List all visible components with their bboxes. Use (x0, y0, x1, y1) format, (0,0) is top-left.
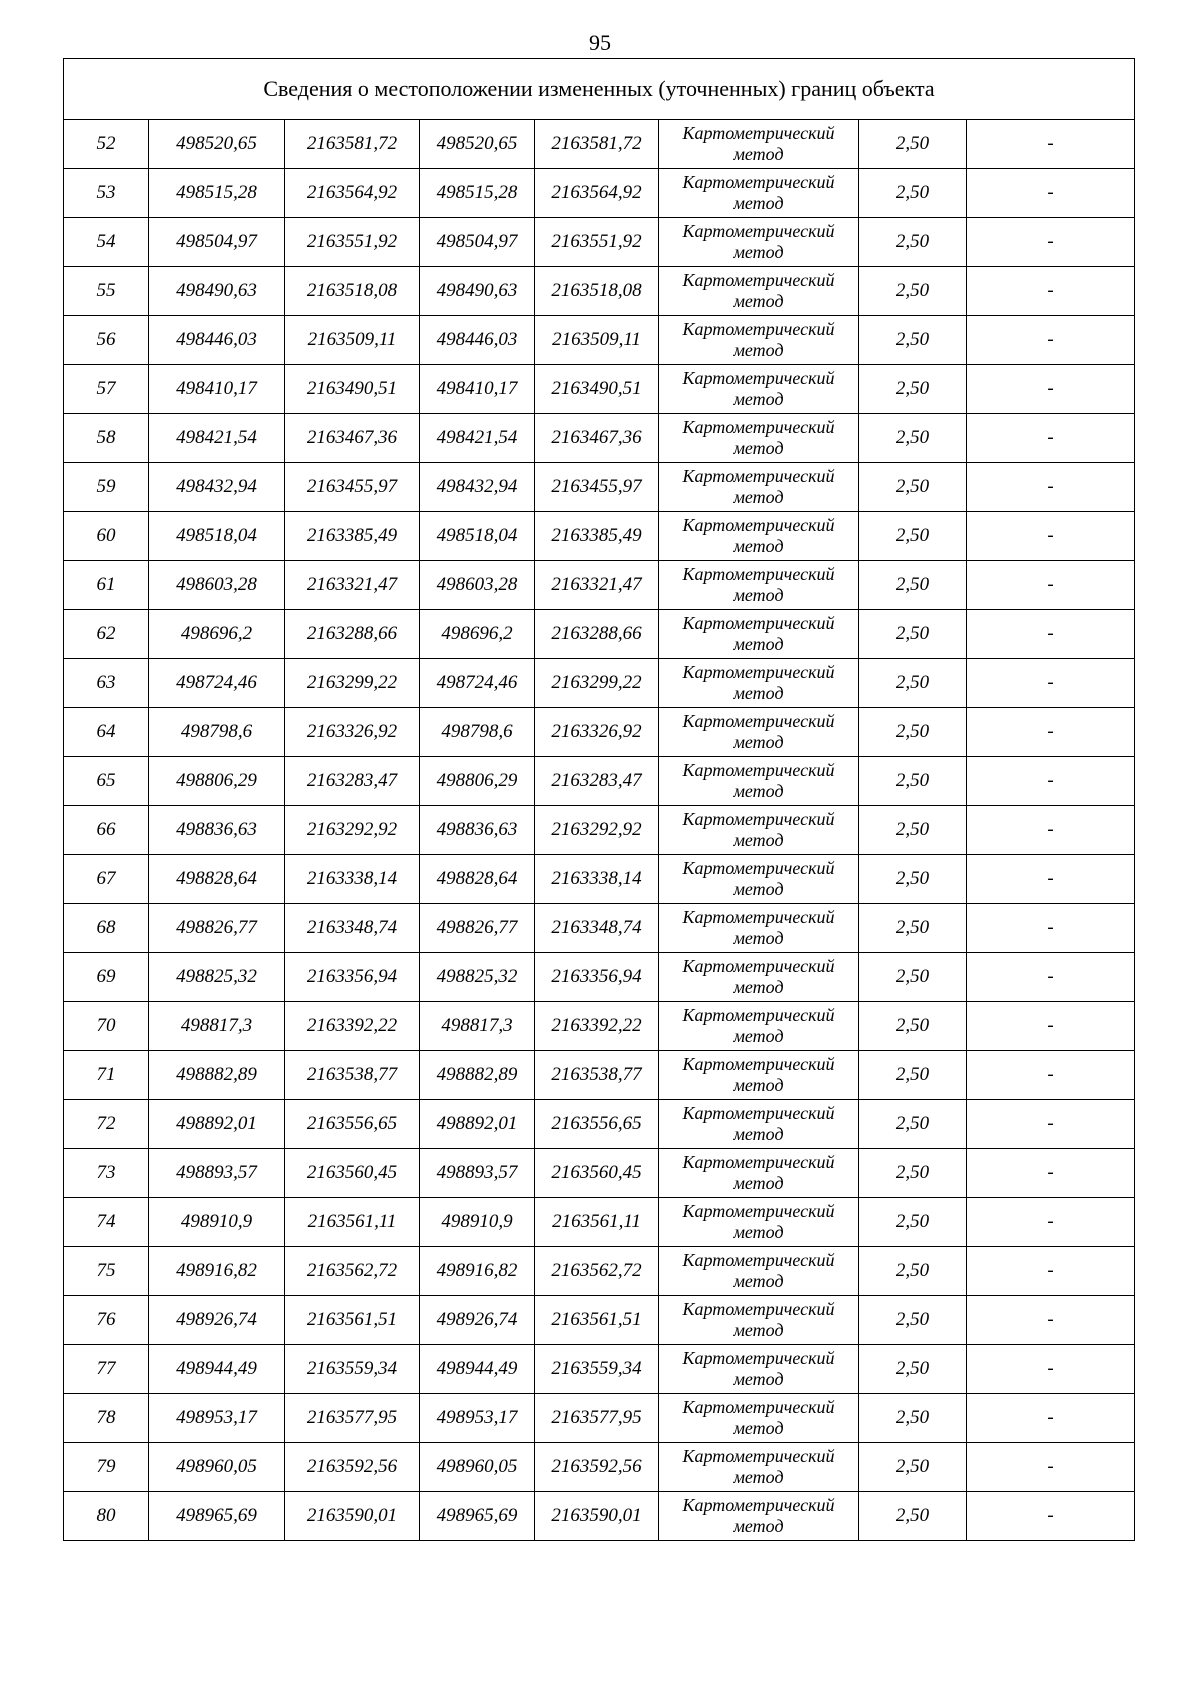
y-refined-cell: 2163551,92 (535, 218, 659, 267)
accuracy-cell: 2,50 (859, 316, 967, 365)
method-cell: Картометрический метод (659, 1492, 859, 1541)
point-number-cell: 70 (64, 1002, 149, 1051)
point-number-cell: 65 (64, 757, 149, 806)
x-refined-cell: 498892,01 (420, 1100, 535, 1149)
table-row (64, 218, 1135, 267)
y-existing-cell: 2163538,77 (285, 1051, 420, 1100)
x-refined-cell: 498518,04 (420, 512, 535, 561)
method-cell: Картометрический метод (659, 1394, 859, 1443)
point-number-cell: 74 (64, 1198, 149, 1247)
y-refined-cell: 2163299,22 (535, 659, 659, 708)
y-existing-cell: 2163561,11 (285, 1198, 420, 1247)
table-row (64, 120, 1135, 169)
method-cell: Картометрический метод (659, 708, 859, 757)
x-refined-cell: 498410,17 (420, 365, 535, 414)
method-cell: Картометрический метод (659, 904, 859, 953)
y-existing-cell: 2163551,92 (285, 218, 420, 267)
accuracy-cell: 2,50 (859, 610, 967, 659)
x-refined-cell: 498724,46 (420, 659, 535, 708)
note-cell: - (967, 659, 1135, 708)
x-refined-cell: 498965,69 (420, 1492, 535, 1541)
note-cell: - (967, 120, 1135, 169)
point-number-cell: 73 (64, 1149, 149, 1198)
method-cell: Картометрический метод (659, 659, 859, 708)
table-row (64, 169, 1135, 218)
point-number-cell: 53 (64, 169, 149, 218)
y-existing-cell: 2163581,72 (285, 120, 420, 169)
point-number-cell: 54 (64, 218, 149, 267)
method-cell: Картометрический метод (659, 561, 859, 610)
y-refined-cell: 2163326,92 (535, 708, 659, 757)
point-number-cell: 75 (64, 1247, 149, 1296)
y-existing-cell: 2163590,01 (285, 1492, 420, 1541)
point-number-cell: 64 (64, 708, 149, 757)
y-refined-cell: 2163561,11 (535, 1198, 659, 1247)
accuracy-cell: 2,50 (859, 1198, 967, 1247)
note-cell: - (967, 316, 1135, 365)
note-cell: - (967, 1051, 1135, 1100)
y-refined-cell: 2163283,47 (535, 757, 659, 806)
accuracy-cell: 2,50 (859, 561, 967, 610)
point-number-cell: 72 (64, 1100, 149, 1149)
method-cell: Картометрический метод (659, 316, 859, 365)
x-refined-cell: 498504,97 (420, 218, 535, 267)
x-refined-cell: 498828,64 (420, 855, 535, 904)
note-cell: - (967, 1002, 1135, 1051)
x-refined-cell: 498446,03 (420, 316, 535, 365)
accuracy-cell: 2,50 (859, 267, 967, 316)
table-body (64, 120, 1135, 1541)
table-title: Сведения о местоположении измененных (уточненных) границ объекта (64, 59, 1135, 120)
method-cell: Картометрический метод (659, 757, 859, 806)
table-row (64, 708, 1135, 757)
method-cell: Картометрический метод (659, 1149, 859, 1198)
y-refined-cell: 2163556,65 (535, 1100, 659, 1149)
x-existing-cell: 498965,69 (149, 1492, 285, 1541)
x-existing-cell: 498518,04 (149, 512, 285, 561)
point-number-cell: 52 (64, 120, 149, 169)
x-refined-cell: 498825,32 (420, 953, 535, 1002)
accuracy-cell: 2,50 (859, 169, 967, 218)
y-refined-cell: 2163385,49 (535, 512, 659, 561)
note-cell: - (967, 1492, 1135, 1541)
x-refined-cell: 498926,74 (420, 1296, 535, 1345)
method-cell: Картометрический метод (659, 365, 859, 414)
table-row (64, 561, 1135, 610)
point-number-cell: 62 (64, 610, 149, 659)
x-refined-cell: 498953,17 (420, 1394, 535, 1443)
y-refined-cell: 2163561,51 (535, 1296, 659, 1345)
y-existing-cell: 2163321,47 (285, 561, 420, 610)
x-existing-cell: 498882,89 (149, 1051, 285, 1100)
method-cell: Картометрический метод (659, 414, 859, 463)
y-existing-cell: 2163283,47 (285, 757, 420, 806)
note-cell: - (967, 561, 1135, 610)
point-number-cell: 60 (64, 512, 149, 561)
y-refined-cell: 2163292,92 (535, 806, 659, 855)
table-row (64, 953, 1135, 1002)
accuracy-cell: 2,50 (859, 1394, 967, 1443)
x-existing-cell: 498944,49 (149, 1345, 285, 1394)
accuracy-cell: 2,50 (859, 1345, 967, 1394)
point-number-cell: 76 (64, 1296, 149, 1345)
table-row (64, 806, 1135, 855)
y-existing-cell: 2163326,92 (285, 708, 420, 757)
x-existing-cell: 498893,57 (149, 1149, 285, 1198)
point-number-cell: 77 (64, 1345, 149, 1394)
note-cell: - (967, 414, 1135, 463)
note-cell: - (967, 855, 1135, 904)
y-refined-cell: 2163338,14 (535, 855, 659, 904)
y-existing-cell: 2163577,95 (285, 1394, 420, 1443)
y-refined-cell: 2163518,08 (535, 267, 659, 316)
y-existing-cell: 2163348,74 (285, 904, 420, 953)
x-existing-cell: 498490,63 (149, 267, 285, 316)
note-cell: - (967, 806, 1135, 855)
x-existing-cell: 498926,74 (149, 1296, 285, 1345)
x-refined-cell: 498826,77 (420, 904, 535, 953)
accuracy-cell: 2,50 (859, 659, 967, 708)
x-existing-cell: 498910,9 (149, 1198, 285, 1247)
note-cell: - (967, 267, 1135, 316)
table-row (64, 1051, 1135, 1100)
method-cell: Картометрический метод (659, 1100, 859, 1149)
y-existing-cell: 2163559,34 (285, 1345, 420, 1394)
x-refined-cell: 498696,2 (420, 610, 535, 659)
y-refined-cell: 2163348,74 (535, 904, 659, 953)
y-existing-cell: 2163299,22 (285, 659, 420, 708)
method-cell: Картометрический метод (659, 1345, 859, 1394)
x-refined-cell: 498798,6 (420, 708, 535, 757)
table-row (64, 1002, 1135, 1051)
y-existing-cell: 2163385,49 (285, 512, 420, 561)
method-cell: Картометрический метод (659, 1296, 859, 1345)
note-cell: - (967, 904, 1135, 953)
table-row (64, 1394, 1135, 1443)
page-number: 95 (589, 30, 611, 55)
table-row (64, 1100, 1135, 1149)
point-number-cell: 71 (64, 1051, 149, 1100)
y-existing-cell: 2163356,94 (285, 953, 420, 1002)
point-number-cell: 80 (64, 1492, 149, 1541)
method-cell: Картометрический метод (659, 120, 859, 169)
table-row (64, 365, 1135, 414)
table-row (64, 1198, 1135, 1247)
x-existing-cell: 498421,54 (149, 414, 285, 463)
point-number-cell: 67 (64, 855, 149, 904)
note-cell: - (967, 1198, 1135, 1247)
table-row (64, 1443, 1135, 1492)
y-refined-cell: 2163356,94 (535, 953, 659, 1002)
x-existing-cell: 498892,01 (149, 1100, 285, 1149)
x-existing-cell: 498916,82 (149, 1247, 285, 1296)
table-row (64, 463, 1135, 512)
y-refined-cell: 2163490,51 (535, 365, 659, 414)
note-cell: - (967, 1149, 1135, 1198)
accuracy-cell: 2,50 (859, 218, 967, 267)
point-number-cell: 57 (64, 365, 149, 414)
x-refined-cell: 498432,94 (420, 463, 535, 512)
y-refined-cell: 2163392,22 (535, 1002, 659, 1051)
y-existing-cell: 2163467,36 (285, 414, 420, 463)
table-row (64, 610, 1135, 659)
table-row (64, 904, 1135, 953)
y-existing-cell: 2163292,92 (285, 806, 420, 855)
y-existing-cell: 2163564,92 (285, 169, 420, 218)
accuracy-cell: 2,50 (859, 806, 967, 855)
method-cell: Картометрический метод (659, 1443, 859, 1492)
x-refined-cell: 498490,63 (420, 267, 535, 316)
y-existing-cell: 2163592,56 (285, 1443, 420, 1492)
note-cell: - (967, 1296, 1135, 1345)
note-cell: - (967, 463, 1135, 512)
method-cell: Картометрический метод (659, 169, 859, 218)
table-row (64, 757, 1135, 806)
table-row (64, 1247, 1135, 1296)
accuracy-cell: 2,50 (859, 1247, 967, 1296)
x-refined-cell: 498817,3 (420, 1002, 535, 1051)
x-existing-cell: 498825,32 (149, 953, 285, 1002)
accuracy-cell: 2,50 (859, 120, 967, 169)
accuracy-cell: 2,50 (859, 1149, 967, 1198)
x-refined-cell: 498603,28 (420, 561, 535, 610)
accuracy-cell: 2,50 (859, 512, 967, 561)
accuracy-cell: 2,50 (859, 1296, 967, 1345)
method-cell: Картометрический метод (659, 1051, 859, 1100)
y-existing-cell: 2163556,65 (285, 1100, 420, 1149)
x-refined-cell: 498520,65 (420, 120, 535, 169)
method-cell: Картометрический метод (659, 512, 859, 561)
accuracy-cell: 2,50 (859, 855, 967, 904)
accuracy-cell: 2,50 (859, 708, 967, 757)
point-number-cell: 56 (64, 316, 149, 365)
y-refined-cell: 2163577,95 (535, 1394, 659, 1443)
x-existing-cell: 498603,28 (149, 561, 285, 610)
y-refined-cell: 2163559,34 (535, 1345, 659, 1394)
x-existing-cell: 498446,03 (149, 316, 285, 365)
accuracy-cell: 2,50 (859, 463, 967, 512)
point-number-cell: 79 (64, 1443, 149, 1492)
point-number-cell: 61 (64, 561, 149, 610)
y-refined-cell: 2163581,72 (535, 120, 659, 169)
y-existing-cell: 2163560,45 (285, 1149, 420, 1198)
x-refined-cell: 498421,54 (420, 414, 535, 463)
x-refined-cell: 498515,28 (420, 169, 535, 218)
method-cell: Картометрический метод (659, 218, 859, 267)
x-refined-cell: 498806,29 (420, 757, 535, 806)
boundary-coordinates-table (63, 58, 1135, 1541)
x-existing-cell: 498960,05 (149, 1443, 285, 1492)
method-cell: Картометрический метод (659, 610, 859, 659)
y-refined-cell: 2163288,66 (535, 610, 659, 659)
y-refined-cell: 2163467,36 (535, 414, 659, 463)
accuracy-cell: 2,50 (859, 1002, 967, 1051)
table-row (64, 1149, 1135, 1198)
x-existing-cell: 498520,65 (149, 120, 285, 169)
table-row (64, 512, 1135, 561)
point-number-cell: 55 (64, 267, 149, 316)
y-refined-cell: 2163564,92 (535, 169, 659, 218)
y-refined-cell: 2163538,77 (535, 1051, 659, 1100)
table-row (64, 316, 1135, 365)
accuracy-cell: 2,50 (859, 953, 967, 1002)
method-cell: Картометрический метод (659, 463, 859, 512)
x-existing-cell: 498432,94 (149, 463, 285, 512)
y-existing-cell: 2163562,72 (285, 1247, 420, 1296)
x-existing-cell: 498696,2 (149, 610, 285, 659)
y-refined-cell: 2163592,56 (535, 1443, 659, 1492)
x-refined-cell: 498836,63 (420, 806, 535, 855)
x-refined-cell: 498882,89 (420, 1051, 535, 1100)
point-number-cell: 66 (64, 806, 149, 855)
method-cell: Картометрический метод (659, 1002, 859, 1051)
point-number-cell: 63 (64, 659, 149, 708)
x-refined-cell: 498910,9 (420, 1198, 535, 1247)
note-cell: - (967, 1345, 1135, 1394)
point-number-cell: 59 (64, 463, 149, 512)
note-cell: - (967, 1247, 1135, 1296)
point-number-cell: 68 (64, 904, 149, 953)
accuracy-cell: 2,50 (859, 414, 967, 463)
note-cell: - (967, 1443, 1135, 1492)
y-refined-cell: 2163562,72 (535, 1247, 659, 1296)
y-existing-cell: 2163490,51 (285, 365, 420, 414)
accuracy-cell: 2,50 (859, 365, 967, 414)
note-cell: - (967, 708, 1135, 757)
note-cell: - (967, 512, 1135, 561)
y-existing-cell: 2163288,66 (285, 610, 420, 659)
table-row (64, 855, 1135, 904)
method-cell: Картометрический метод (659, 806, 859, 855)
x-existing-cell: 498836,63 (149, 806, 285, 855)
table-row (64, 414, 1135, 463)
note-cell: - (967, 1394, 1135, 1443)
x-existing-cell: 498817,3 (149, 1002, 285, 1051)
x-existing-cell: 498806,29 (149, 757, 285, 806)
y-existing-cell: 2163455,97 (285, 463, 420, 512)
x-existing-cell: 498724,46 (149, 659, 285, 708)
x-existing-cell: 498953,17 (149, 1394, 285, 1443)
accuracy-cell: 2,50 (859, 1492, 967, 1541)
x-refined-cell: 498960,05 (420, 1443, 535, 1492)
x-refined-cell: 498944,49 (420, 1345, 535, 1394)
point-number-cell: 69 (64, 953, 149, 1002)
x-existing-cell: 498504,97 (149, 218, 285, 267)
note-cell: - (967, 1100, 1135, 1149)
y-existing-cell: 2163561,51 (285, 1296, 420, 1345)
y-refined-cell: 2163455,97 (535, 463, 659, 512)
note-cell: - (967, 169, 1135, 218)
accuracy-cell: 2,50 (859, 1443, 967, 1492)
y-existing-cell: 2163518,08 (285, 267, 420, 316)
x-existing-cell: 498515,28 (149, 169, 285, 218)
accuracy-cell: 2,50 (859, 1100, 967, 1149)
x-existing-cell: 498798,6 (149, 708, 285, 757)
method-cell: Картометрический метод (659, 855, 859, 904)
table-row (64, 1492, 1135, 1541)
accuracy-cell: 2,50 (859, 757, 967, 806)
accuracy-cell: 2,50 (859, 904, 967, 953)
table-row (64, 1296, 1135, 1345)
x-existing-cell: 498410,17 (149, 365, 285, 414)
point-number-cell: 58 (64, 414, 149, 463)
point-number-cell: 78 (64, 1394, 149, 1443)
x-existing-cell: 498828,64 (149, 855, 285, 904)
note-cell: - (967, 757, 1135, 806)
note-cell: - (967, 365, 1135, 414)
table-row (64, 267, 1135, 316)
y-refined-cell: 2163509,11 (535, 316, 659, 365)
y-existing-cell: 2163338,14 (285, 855, 420, 904)
y-refined-cell: 2163590,01 (535, 1492, 659, 1541)
method-cell: Картометрический метод (659, 1247, 859, 1296)
table-row (64, 659, 1135, 708)
table-row (64, 1345, 1135, 1394)
note-cell: - (967, 218, 1135, 267)
y-existing-cell: 2163392,22 (285, 1002, 420, 1051)
accuracy-cell: 2,50 (859, 1051, 967, 1100)
method-cell: Картометрический метод (659, 953, 859, 1002)
method-cell: Картометрический метод (659, 1198, 859, 1247)
note-cell: - (967, 953, 1135, 1002)
y-refined-cell: 2163560,45 (535, 1149, 659, 1198)
y-existing-cell: 2163509,11 (285, 316, 420, 365)
method-cell: Картометрический метод (659, 267, 859, 316)
y-refined-cell: 2163321,47 (535, 561, 659, 610)
x-refined-cell: 498893,57 (420, 1149, 535, 1198)
x-existing-cell: 498826,77 (149, 904, 285, 953)
x-refined-cell: 498916,82 (420, 1247, 535, 1296)
note-cell: - (967, 610, 1135, 659)
